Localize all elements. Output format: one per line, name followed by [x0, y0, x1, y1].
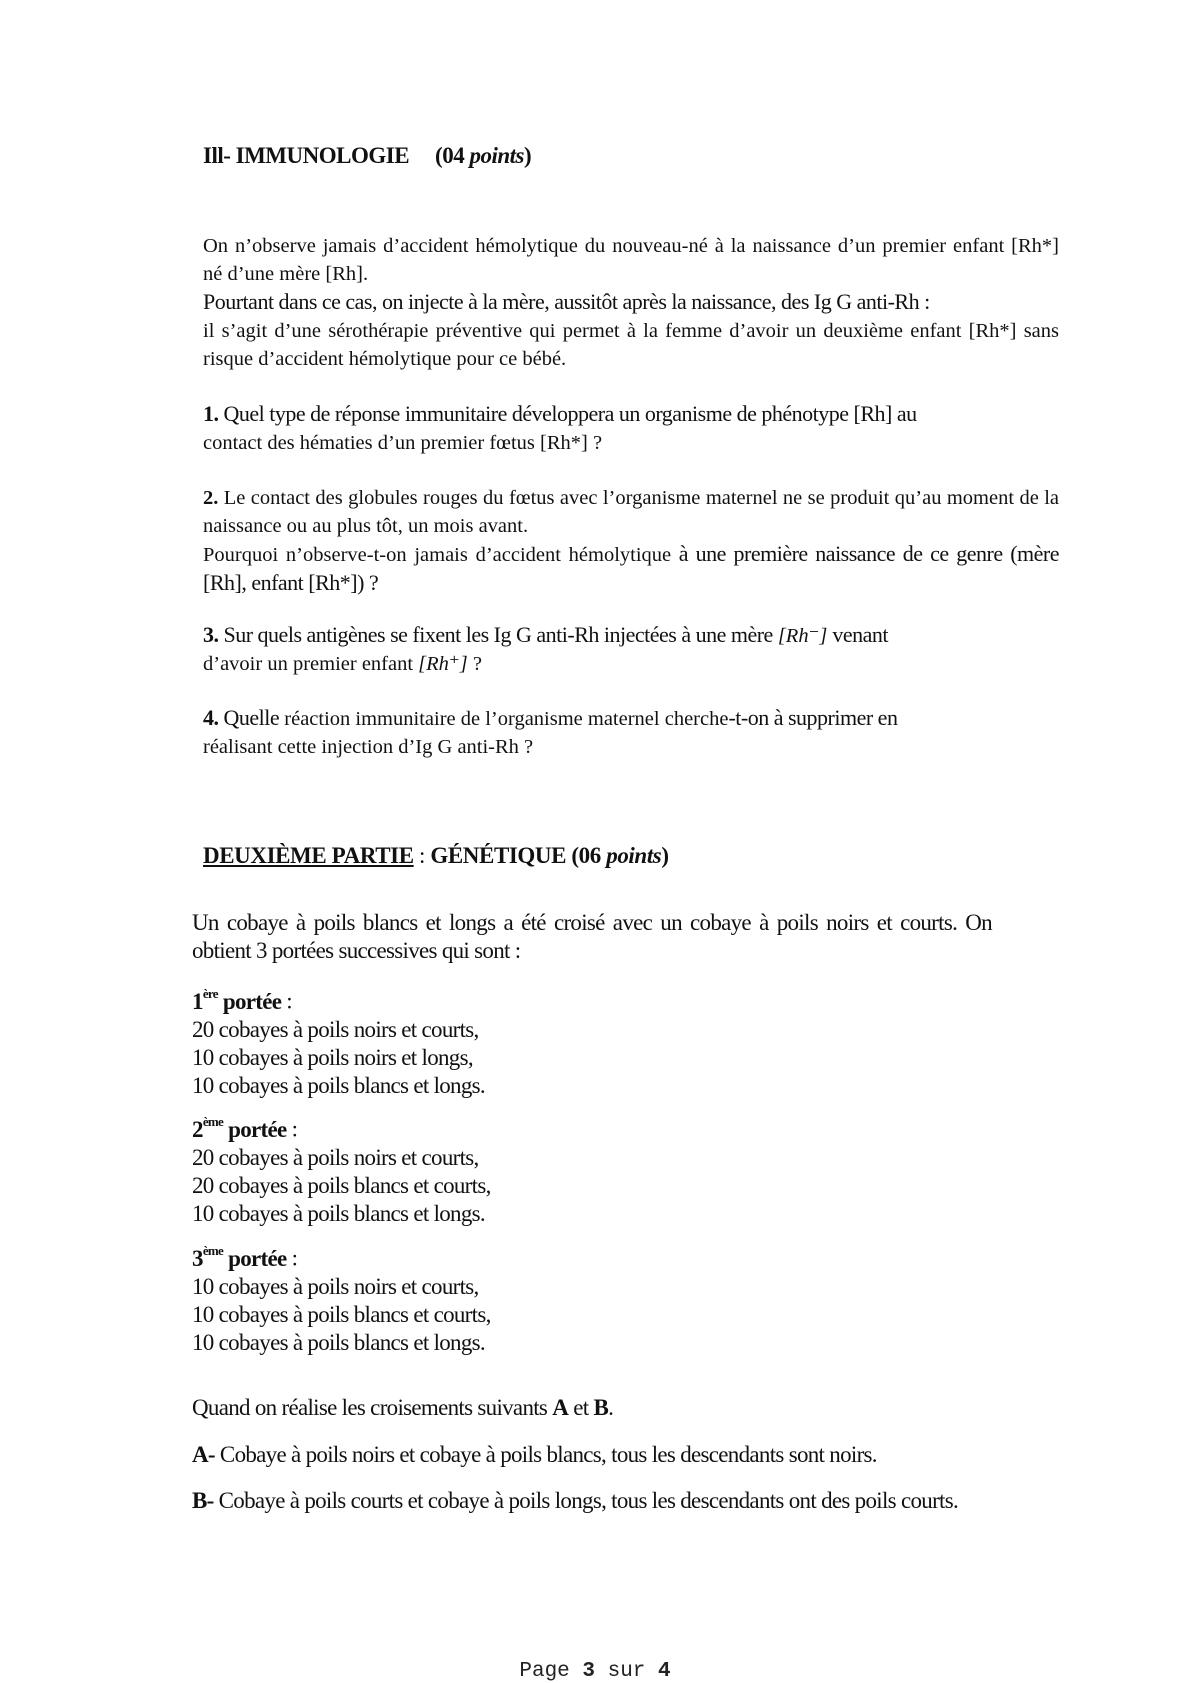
portee-line: 10 cobayes à poils blancs et courts,: [192, 1301, 491, 1327]
portee-1: 1ère portée : 20 cobayes à poils noirs et courts, 10 cobayes à poils noirs et longs, 10 cobayes à poils blancs et longs.: [192, 982, 992, 1100]
portee-line: 10 cobayes à poils noirs et courts,: [192, 1273, 479, 1299]
portee-2: 2ème portée : 20 cobayes à poils noirs et courts, 20 cobayes à poils blancs et courts, 10 cobayes à poils blancs et longs.: [192, 1110, 992, 1228]
page-number: 3: [582, 1660, 595, 1683]
section-title: Ill- IMMUNOLOGIE: [203, 143, 410, 168]
cross-a: [192, 1441, 992, 1469]
question-2: [203, 484, 1059, 598]
question-1: [203, 400, 1059, 457]
intro-line2: Pourtant dans ce cas, on injecte à la mère, aussitôt après la naissance, des Ig G anti-Rh :: [203, 289, 930, 314]
rh-positive: [Rh⁺]: [418, 653, 468, 675]
cross-text: Cobaye à poils noirs et cobaye à poils blancs, tous les descendants sont noirs.: [214, 1442, 877, 1467]
intro-line3: il s’agit d’une sérothérapie préventive qui permet à la femme d’avoir un deuxième enfant [Rh*] sans risque d’accident hémolytique pour ce bébé.: [203, 320, 1059, 370]
question-4: 4. Quelle réaction immunitaire de l’organisme maternel cherche-t-on à supprimer en réalisant cette injection d’Ig G anti-Rh ?: [203, 705, 898, 758]
question-text: Sur quels antigènes se fixent les Ig G anti-Rh injectées à une mère: [218, 622, 778, 647]
portee-line: 10 cobayes à poils noirs et longs,: [192, 1044, 473, 1070]
page-footer: Page 3 sur 4: [519, 1660, 671, 1683]
cross-b: [192, 1487, 992, 1515]
intro-paragraph: [203, 232, 1059, 373]
part-label: DEUXIÈME PARTIE: [203, 843, 414, 868]
question-number: 4.: [203, 705, 219, 730]
rh-negative: [Rh⁻]: [777, 625, 828, 647]
question-text-cont: réalisant cette injection d’Ig G anti-Rh ?: [203, 736, 534, 758]
question-number: 1.: [203, 401, 219, 426]
portee-title: 2ème portée: [192, 1114, 287, 1142]
question-text: Quel type de réponse immunitaire développera un organisme de phénotype [Rh] au: [218, 401, 917, 426]
question-text-cont: d’avoir un premier enfant: [203, 653, 419, 675]
portee-line: 20 cobayes à poils noirs et courts,: [192, 1016, 479, 1042]
genetics-intro: Un cobaye à poils blancs et longs a été croisé avec un cobaye à poils noirs et courts. On obtient 3 portées successives qui sont :: [192, 910, 992, 963]
section-points: (04 points): [435, 143, 532, 168]
part-heading-genetique: DEUXIÈME PARTIE : GÉNÉTIQUE (06 points): [203, 843, 669, 868]
crosses-intro: Quand on réalise les croisements suivants A et B.: [192, 1395, 614, 1420]
portee-line: 10 cobayes à poils blancs et longs.: [192, 1200, 485, 1226]
question-number: 2.: [203, 487, 219, 509]
part-title: GÉNÉTIQUE (06: [430, 843, 607, 868]
portee-3: 3ème portée : 10 cobayes à poils noirs et courts, 10 cobayes à poils blancs et courts, 10 cobayes à poils blancs et longs.: [192, 1239, 992, 1357]
portee-title: 3ème portée: [192, 1243, 287, 1271]
portee-line: 20 cobayes à poils noirs et courts,: [192, 1144, 479, 1170]
portee-line: 10 cobayes à poils blancs et longs.: [192, 1329, 485, 1355]
question-text: Le contact des globules rouges du fœtus avec l’organisme maternel ne se produit qu’au moment de la naissance ou au plus tôt, un mois avant.: [203, 487, 1059, 537]
portee-line: 20 cobayes à poils blancs et courts,: [192, 1172, 491, 1198]
intro-line1: On n’observe jamais d’accident hémolytique du nouveau-né à la naissance d’un premier enfant [Rh*] né d’une mère [Rh].: [203, 235, 1059, 285]
cross-text: Cobaye à poils courts et cobaye à poils longs, tous les descendants ont des poils courts.: [213, 1488, 959, 1513]
question-text-end: à une première naissance de ce genre (mère [Rh], enfant [Rh*]) ?: [203, 541, 1059, 595]
question-number: 3.: [203, 622, 219, 647]
portee-line: 10 cobayes à poils blancs et longs.: [192, 1072, 485, 1098]
cross-label: B-: [192, 1488, 214, 1513]
section-heading-immunologie: [203, 143, 1059, 169]
question-text-cont: contact des hématies d’un premier fœtus [Rh*] ?: [203, 432, 603, 454]
question-3: 3. Sur quels antigènes se fixent les Ig G anti-Rh injectées à une mère [Rh⁻] venant d’avoir un premier enfant [Rh⁺] ?: [203, 622, 889, 675]
portee-title: 1ère portée: [192, 986, 282, 1014]
cross-label: A-: [192, 1442, 215, 1467]
question-text-cont: Pourquoi n’observe-t-on jamais d’accident hémolytique: [203, 544, 672, 566]
page-total: 4: [658, 1660, 671, 1683]
question-text: réaction immunitaire de l’organisme maternel cherche: [279, 708, 729, 730]
